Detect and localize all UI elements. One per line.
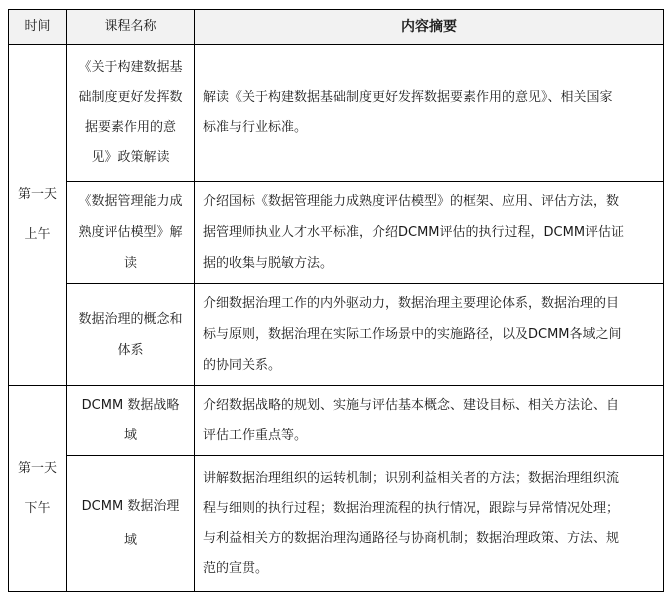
summary-cell [195,45,664,182]
summary-line: 范的宣贯。 [203,560,269,576]
course-name-cell [67,284,195,386]
summary-line: 介绍国标《数据管理能力成熟度评估模型》的框架、应用、评估方法，数 [203,194,620,209]
course-line: 见》政策解读 [91,150,170,165]
course-name-cell [67,45,195,182]
summary-line: 据的收集与脱敏方法。 [203,256,334,271]
table-row [9,284,664,386]
time-line: 下午 [24,500,51,516]
summary-line: 评估工作重点等。 [203,427,308,443]
course-line: 熟度评估模型》解 [78,225,183,240]
course-line: 《数据管理能力成 [78,194,183,209]
course-line: 体系 [117,342,144,358]
course-line: 域 [123,532,137,548]
summary-line: 解读《关于构建数据基础制度更好发挥数据要素作用的意见》、相关国家 [203,90,613,105]
summary-line: 标与原则，数据治理在实际工作场景中的实施路径，以及DCMM各域之间 [203,327,622,342]
course-line: 据要素作用的意 [84,120,176,135]
course-schedule-table [8,9,664,592]
summary-line: 的协同关系。 [203,358,282,373]
header-row [9,10,664,45]
summary-cell [195,456,664,592]
summary-cell [195,182,664,284]
course-name-cell [67,386,195,456]
course-name-cell [67,182,195,284]
table-row [9,456,664,592]
summary-line: 与利益相关方的数据治理沟通路径与协商机制；数据治理政策、方法、规 [203,530,620,546]
time-cell-day1-morning [9,45,67,386]
course-line: 础制度更好发挥数 [78,90,183,105]
table-row [9,45,664,182]
schedule-table-wrapper [8,9,664,592]
header-content-summary: 内容摘要 [195,10,664,45]
summary-line: 介绍数据战略的规划、实施与评估基本概念、建设目标、相关方法论、自 [203,397,620,413]
summary-line: 介细数据治理工作的内外驱动力，数据治理主要理论体系，数据治理的目 [203,296,620,311]
course-line: DCMM 数据战略 [81,397,180,413]
summary-line: 据管理师执业人才水平标准，介绍DCMM评估的执行过程，DCMM评估证 [203,225,625,240]
table-row [9,182,664,284]
header-course-name: 课程名称 [67,10,195,45]
course-line: DCMM 数据治理 [81,498,180,514]
course-name-cell [67,456,195,592]
time-line: 上午 [24,227,51,242]
course-line: 数据治理的概念和 [78,311,183,327]
header-time: 时间 [9,10,67,45]
course-line: 读 [123,256,137,271]
time-line: 第一天 [17,460,57,476]
summary-line: 程与细则的执行过程；数据治理流程的执行情况，跟踪与异常情况处理； [203,500,620,516]
table-row [9,386,664,456]
summary-line: 讲解数据治理组织的运转机制；识别利益相关者的方法；数据治理组织流 [203,470,620,486]
course-line: 《关于构建数据基 [78,60,183,75]
summary-line: 标准与行业标准。 [203,120,308,135]
summary-cell [195,284,664,386]
summary-cell [195,386,664,456]
time-cell-day1-afternoon [9,386,67,592]
time-line: 第一天 [17,187,57,202]
course-line: 域 [123,427,137,443]
